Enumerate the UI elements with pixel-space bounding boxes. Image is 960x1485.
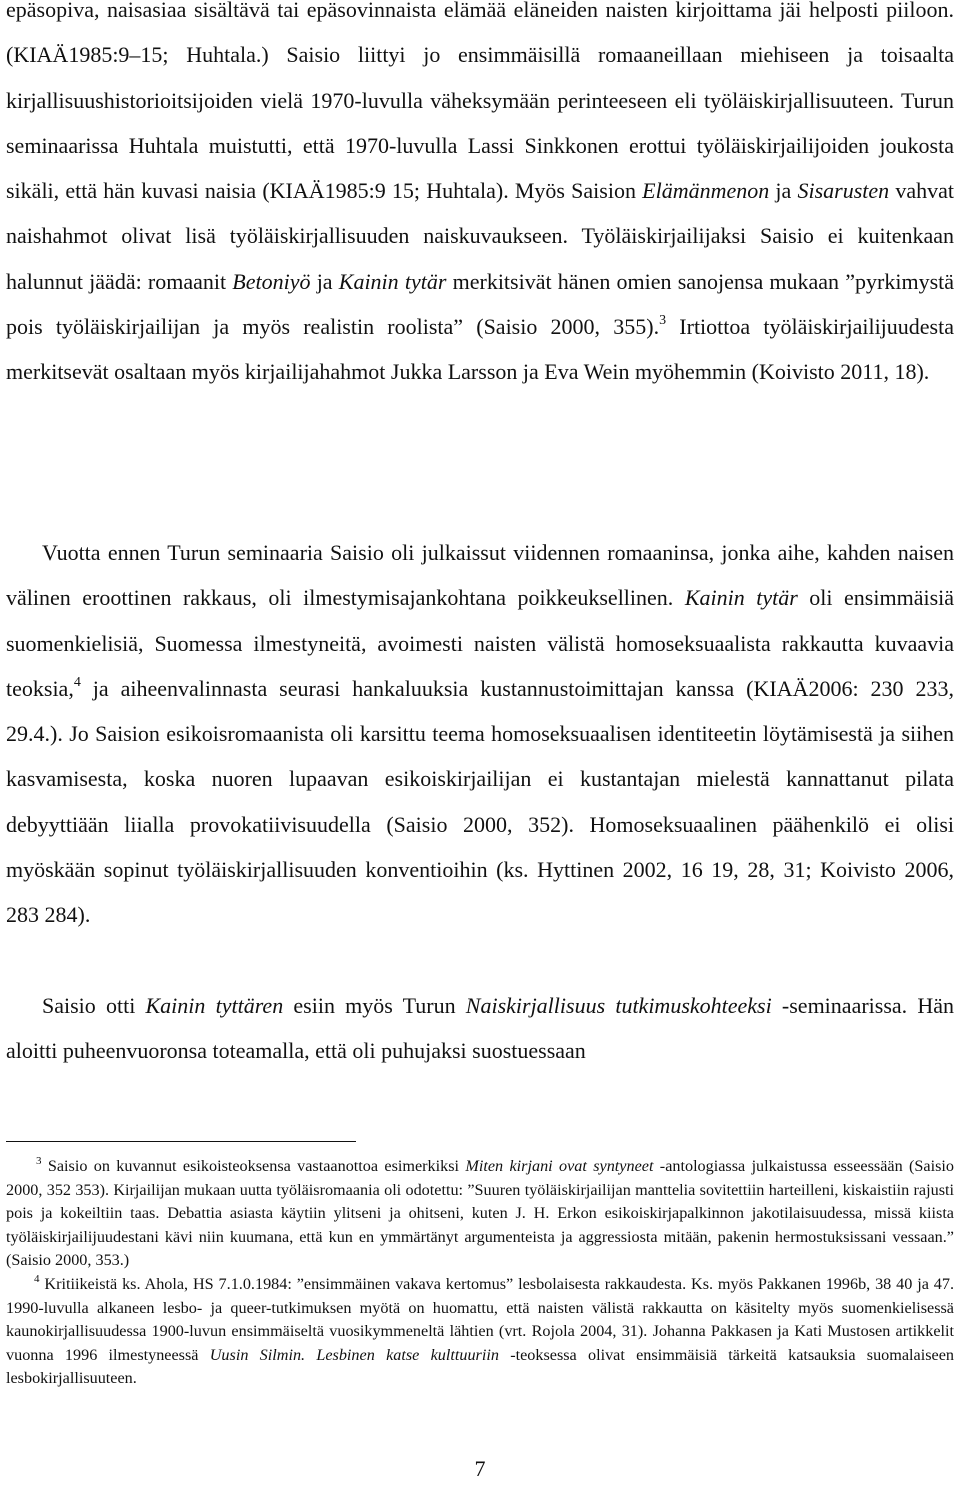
text-run: Kritiikeistä ks. Ahola, HS 7.1.0.1984: ”ensimmäinen vakava kertomus” lesbolaisesta rakkaudesta. Ks. myös Pakkanen 1996b, 38 40 ja 47. 1990-luvulla alkaneen lesbo- ja queer-tutkimuksen myötä on huomattu, että naisten välistä rakkautta on käsitelty myös suomenkielisessä kaunokirjallisuudessa 1900-luvun ensimmäiseltä vuosikymmeneltä lähtien (vrt. Rojola 2004, 31). Johanna Pakkasen ja Kati Mustosen artikkelit vuonna 1996 ilmestyneessä [6,1274,954,1364]
footnote-number: 4 [34,1272,40,1285]
footnote-3 [6,1155,954,1273]
book-title: Kainin tyttären [145,993,284,1018]
book-title: Uusin Silmin. Lesbinen katse kulttuuriin [209,1345,499,1364]
body-paragraph-1 [6,0,954,395]
page-number: 7 [474,1456,486,1481]
text-run: Irtiottoa työläiskirjailijuudesta merkitsevät osaltaan myös kirjailijahahmot Jukka Larsson ja Eva Wein myöhemmin (Koivisto 2011, 18). [6,314,954,385]
body-paragraph-2 [6,530,954,938]
text-run: epäsopiva, naisasiaa sisältävä tai epäsovinnaista elämää eläneiden naisten kirjoittama jäi helposti piiloon. (KIAÄ1985:9–15; Huhtala.) Saisio liittyi jo ensimmäisillä romaaneillaan miehiseen ja toisaalta kirjallisuushistorioitsijoiden vielä 1970-luvulla väheksymään perinteeseen eli työläiskirjallisuuteen. Turun seminaarissa Huhtala muistutti, että 1970-luvulla Lassi Sinkkonen erottui työläiskirjailijoiden joukosta sikäli, että hän kuvasi naisia (KIAÄ1985:9 15; Huhtala). Myös Saision [6,0,954,204]
text-run: Saisio on kuvannut esikoisteoksensa vastaanottoa esimerkiksi [41,1157,466,1175]
seminar-title: Naiskirjallisuus tutkimuskohteeksi [465,993,772,1018]
document-page [6,0,954,1485]
book-title: Sisarusten [797,178,890,204]
body-paragraph-3 [6,983,954,1074]
footnote-reference-3[interactable]: 3 [659,313,667,329]
text-run: ja [769,178,798,204]
footnote-separator [6,1141,356,1142]
book-title: Elämänmenon [642,178,770,204]
text-run: -antologiassa julkaistussa esseessään (Saisio 2000, 352 353). Kirjailijan mukaan uutta työläisromaania oli odotettu: ”Suuren työläiskirjailijan manttelia sovitettiin harteilleni, kiskaistiin rajusti pois ja kokeiltiin taas. Debattia asiasta käytiin ylitseni ja ohitseni, kuten J. H. Erkon esikoiskirjapalkinnon jakotilaisuudessa, missä kiista työläiskirjailijuudestani kävi niin kuumana, että kun en ymmärtänyt argumenteista ja aggressiosta mitään, pakenin hermostuksissani vessaan.” (Saisio 2000, 353.) [6,1157,954,1270]
book-title: Kainin tytär [684,585,798,611]
text-run: oli ensimmäisiä suomenkielisiä, Suomessa ilmestyneitä, avoimesti naisten välistä homoseksuaalista rakkautta kuvaavia teoksia, [6,585,955,701]
text-run: Saisio otti [42,993,146,1018]
text-run: -seminaarissa. Hän aloitti puheenvuoronsa toteamalla, että oli puhujaksi suostuessaan [6,993,954,1064]
book-title: Miten kirjani ovat syntyneet [465,1157,654,1175]
footnote-reference-4[interactable]: 4 [73,674,81,690]
text-run: merkitsivät hänen omien sanojensa mukaan ”pyrkimystä pois työläiskirjailijan ja myös realistin roolista” (Saisio 2000, 355). [6,268,955,340]
text-run: ja [310,268,339,294]
footnote-number: 3 [36,1155,42,1167]
footnote-4 [6,1273,954,1391]
book-title: Kainin tytär [338,268,447,294]
footnotes [6,1155,954,1391]
text-run: Vuotta ennen Turun seminaaria Saisio oli julkaissut viidennen romaaninsa, jonka aihe, kahden naisen välinen eroottinen rakkaus, oli ilmestymisajankohtana poikkeuksellinen. [6,540,954,611]
text-run: -teoksessa olivat ensimmäisiä tärkeitä katsauksia suomalaiseen lesbokirjallisuuteen. [6,1345,954,1388]
text-run: ja aiheenvalinnasta seurasi hankaluuksia kustannustoimittajan kanssa (KIAÄ2006: 230 233, 29.4.). Jo Saision esikoisromaanista oli karsittu teema homoseksuaalisen identiteetin löytämisestä ja siihen kasvamisesta, koska nuoren lupaavan esikoiskirjailijan ei kustantajan mielestä kannattanut pilata debyyttiään liialla provokatiivisuudella (Saisio 2000, 352). Homoseksuaalinen päähenkilö ei olisi myöskään sopinut työläiskirjallisuuden konventioihin (ks. Hyttinen 2002, 16 19, 28, 31; Koivisto 2006, 283 284). [6,675,954,928]
text-run: esiin myös Turun [283,993,466,1018]
text-run: vahvat naishahmot olivat lisä työläiskirjallisuuden naiskuvaukseen. Työläiskirjailijaksi Saisio ei kuitenkaan halunnut jäädä: romaanit [6,178,954,294]
book-title: Betoniyö [232,268,311,294]
